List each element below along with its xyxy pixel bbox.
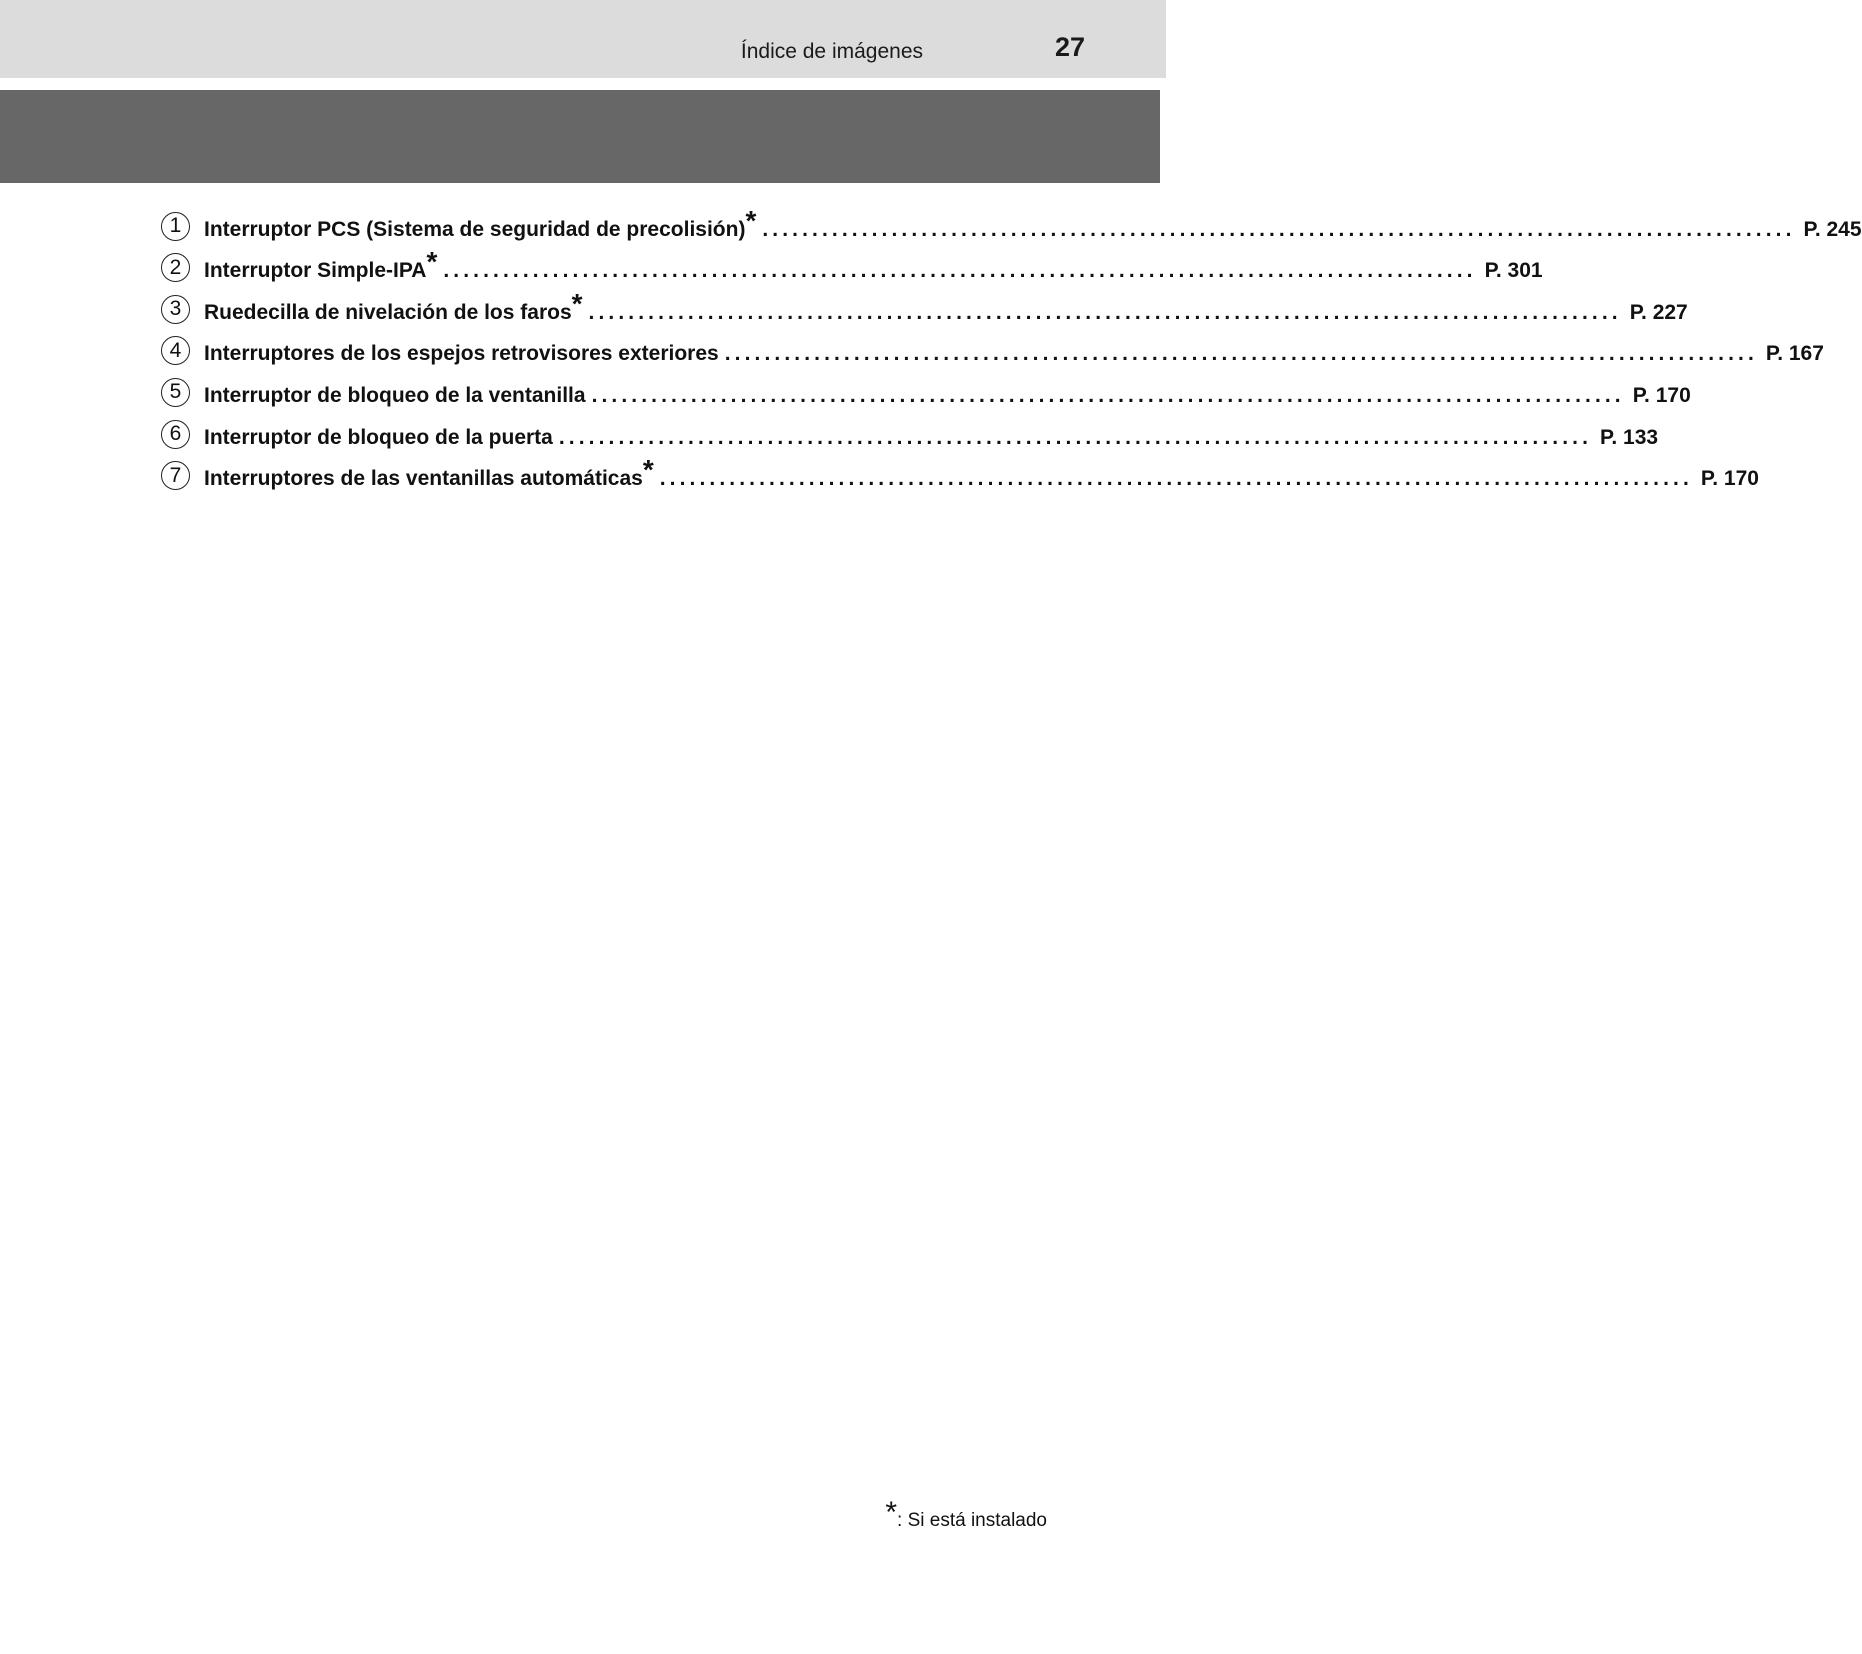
item-number: 3	[161, 295, 190, 324]
item-number: 7	[161, 461, 190, 490]
leader-dots: ........................................................................................................	[762, 217, 1796, 241]
item-page-ref[interactable]: P. 170	[1632, 383, 1691, 407]
item-label: Ruedecilla de nivelación de los faros*	[204, 287, 583, 324]
item-number: 2	[161, 253, 190, 282]
item-page-ref[interactable]: P. 170	[1700, 467, 1759, 491]
item-number: 1	[161, 212, 190, 241]
footnote-text: : Si está instalado	[897, 1510, 1047, 1531]
header-band	[0, 0, 1166, 78]
item-label: Interruptor de bloqueo de la puerta	[204, 425, 553, 449]
list-item[interactable]	[161, 325, 1824, 367]
leader-dots: ........................................................................................................	[558, 425, 1593, 449]
page-number: 27	[1054, 32, 1085, 62]
list-item[interactable]	[161, 408, 1659, 450]
section-band	[0, 90, 1160, 183]
item-number: 5	[161, 378, 190, 407]
leader-dots: ........................................................................................................	[591, 383, 1625, 407]
asterisk-icon: *	[885, 1496, 898, 1529]
item-page-ref[interactable]: P. 301	[1484, 259, 1543, 283]
list-item[interactable]	[161, 283, 1688, 325]
item-label: Interruptor de bloqueo de la ventanilla	[204, 383, 586, 407]
leader-dots: ........................................................................................................	[724, 342, 1758, 366]
item-page-ref[interactable]: P. 133	[1600, 425, 1659, 449]
asterisk-icon: *	[642, 454, 654, 486]
asterisk-icon: *	[571, 287, 583, 319]
page-title: Índice de imágenes	[740, 40, 923, 63]
item-page-ref[interactable]: P. 227	[1629, 300, 1688, 324]
item-label: Interruptor Simple-IPA*	[204, 246, 438, 283]
item-label: Interruptores de las ventanillas automáticas*	[204, 454, 654, 491]
item-number: 4	[161, 336, 190, 365]
list-item[interactable]	[161, 366, 1691, 408]
footnote	[885, 1496, 1047, 1532]
item-page-ref[interactable]: P. 245	[1803, 217, 1862, 241]
list-item[interactable]	[161, 242, 1543, 284]
leader-dots: ........................................................................................................	[659, 467, 1693, 491]
item-label: Interruptores de los espejos retrovisores exteriores	[204, 342, 719, 366]
index-list	[161, 200, 1862, 491]
asterisk-icon: *	[745, 204, 757, 236]
leader-dots: ........................................................................................................	[588, 300, 1622, 324]
asterisk-icon: *	[426, 246, 438, 278]
item-number: 6	[161, 420, 190, 449]
list-item[interactable]	[161, 200, 1862, 242]
list-item[interactable]	[161, 450, 1759, 492]
item-page-ref[interactable]: P. 167	[1765, 342, 1824, 366]
leader-dots: ........................................................................................................	[443, 259, 1477, 283]
item-label: Interruptor PCS (Sistema de seguridad de precolisión)*	[204, 204, 757, 241]
